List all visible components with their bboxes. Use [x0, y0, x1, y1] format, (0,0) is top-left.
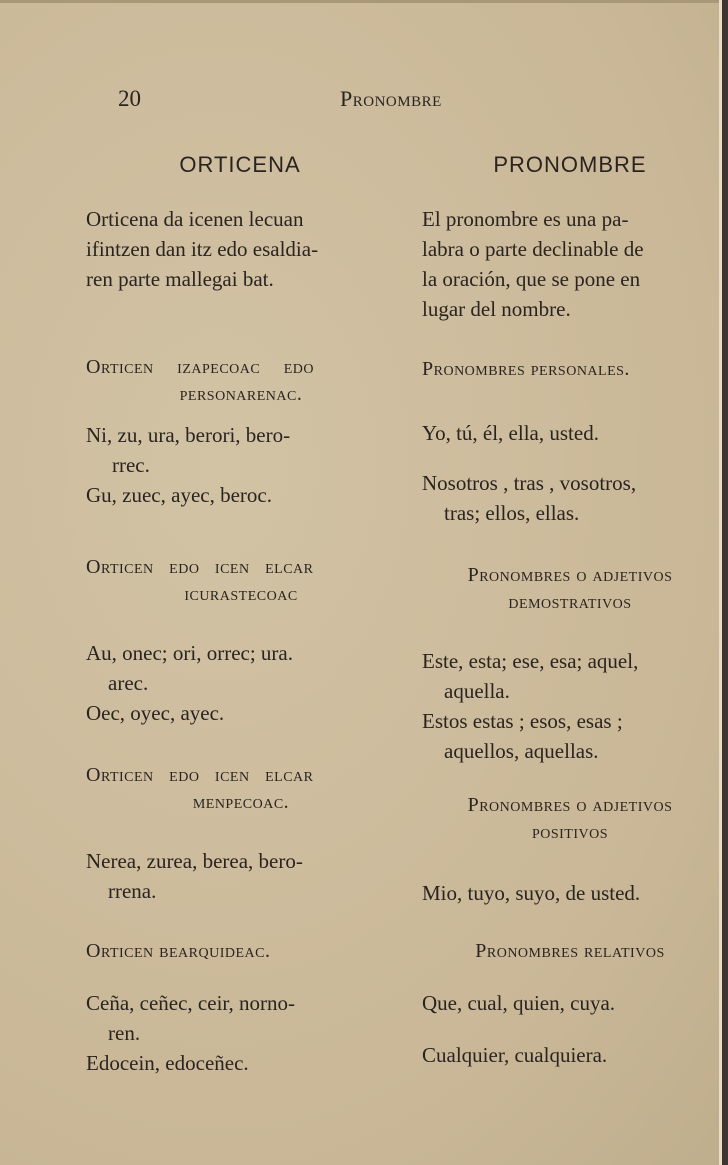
text-line: ren. [108, 1021, 141, 1045]
left-section-text-1 [86, 420, 396, 510]
text-line: Nosotros , tras , vosotros, [422, 471, 637, 495]
right-section-heading-4: Pronombres relativos [475, 940, 665, 962]
text-line: Mio, tuyo, suyo, de usted. [422, 881, 641, 905]
right-section-text-2 [422, 646, 718, 766]
left-section-heading-4: Orticen bearquideac. [86, 940, 271, 962]
text-line: Que, cual, quien, cuya. [422, 991, 616, 1015]
heading-line: Orticen edo icen elcar [86, 556, 314, 578]
heading-line: Orticen izapecoac edo [86, 356, 314, 378]
right-section-text-4 [422, 988, 718, 1070]
left-section-heading-3 [86, 762, 396, 816]
right-intro [422, 204, 718, 324]
left-section-heading-2 [86, 554, 396, 608]
right-section-text-1 [422, 418, 718, 528]
heading-line: Pronombres o adjetivos [467, 564, 673, 586]
right-title: PRONOMBRE [493, 152, 647, 177]
text-line: Edocein, edoceñec. [86, 1051, 249, 1075]
text-line: Au, onec; ori, orrec; ura. [86, 641, 293, 665]
left-intro [86, 204, 396, 294]
left-section-text-3 [86, 846, 396, 906]
text-line: Gu, zuec, ayec, beroc. [86, 483, 272, 507]
text-line: Ceña, ceñec, ceir, norno- [86, 991, 296, 1015]
text-line: Cualquier, cualquiera. [422, 1043, 608, 1067]
heading-line: Pronombres o adjetivos [467, 794, 673, 816]
right-section-text-3 [422, 878, 718, 908]
left-section-text-4 [86, 988, 396, 1078]
left-intro-line: ren parte mallegai bat. [86, 267, 274, 291]
text-line: rrena. [108, 879, 157, 903]
text-line: Oec, oyec, ayec. [86, 701, 225, 725]
left-title: ORTICENA [179, 152, 301, 177]
text-line: Yo, tú, él, ella, usted. [422, 421, 599, 445]
page-number: 20 [118, 86, 141, 111]
left-intro-line: Orticena da icenen lecuan [86, 207, 304, 231]
text-line: Nerea, zurea, berea, bero- [86, 849, 303, 873]
left-section-heading-1 [86, 354, 396, 408]
right-intro-line: lugar del nombre. [422, 297, 571, 321]
page-header [0, 86, 728, 116]
heading-line: demostrativos [508, 591, 632, 613]
running-title: Pronombre [340, 86, 442, 111]
heading-line: Orticen edo icen elcar [86, 764, 314, 786]
text-line: arec. [108, 671, 149, 695]
page-top-edge [0, 0, 728, 3]
right-intro-line: El pronombre es una pa- [422, 207, 629, 231]
text-line: Este, esta; ese, esa; aquel, [422, 649, 639, 673]
text-line: Estos estas ; esos, esas ; [422, 709, 623, 733]
heading-line: menpecoac. [192, 791, 290, 813]
heading-line: icurastecoac [184, 583, 298, 605]
left-intro-line: ifintzen dan itz edo esaldia- [86, 237, 319, 261]
right-section-heading-2 [422, 562, 718, 616]
text-line: aquella. [444, 679, 510, 703]
heading-line: positivos [531, 821, 609, 843]
left-section-text-2 [86, 638, 396, 728]
text-line: rrec. [112, 453, 150, 477]
right-intro-line: labra o parte declinable de [422, 237, 644, 261]
page-binding-edge [722, 0, 728, 1165]
text-line: tras; ellos, ellas. [444, 501, 580, 525]
heading-line: personarenac. [179, 383, 303, 405]
text-line: aquellos, aquellas. [444, 739, 599, 763]
text-line: Ni, zu, ura, berori, bero- [86, 423, 291, 447]
right-intro-line: la oración, que se pone en [422, 267, 641, 291]
right-section-heading-3 [422, 792, 718, 846]
right-section-heading-1: Pronombres personales. [422, 358, 630, 380]
